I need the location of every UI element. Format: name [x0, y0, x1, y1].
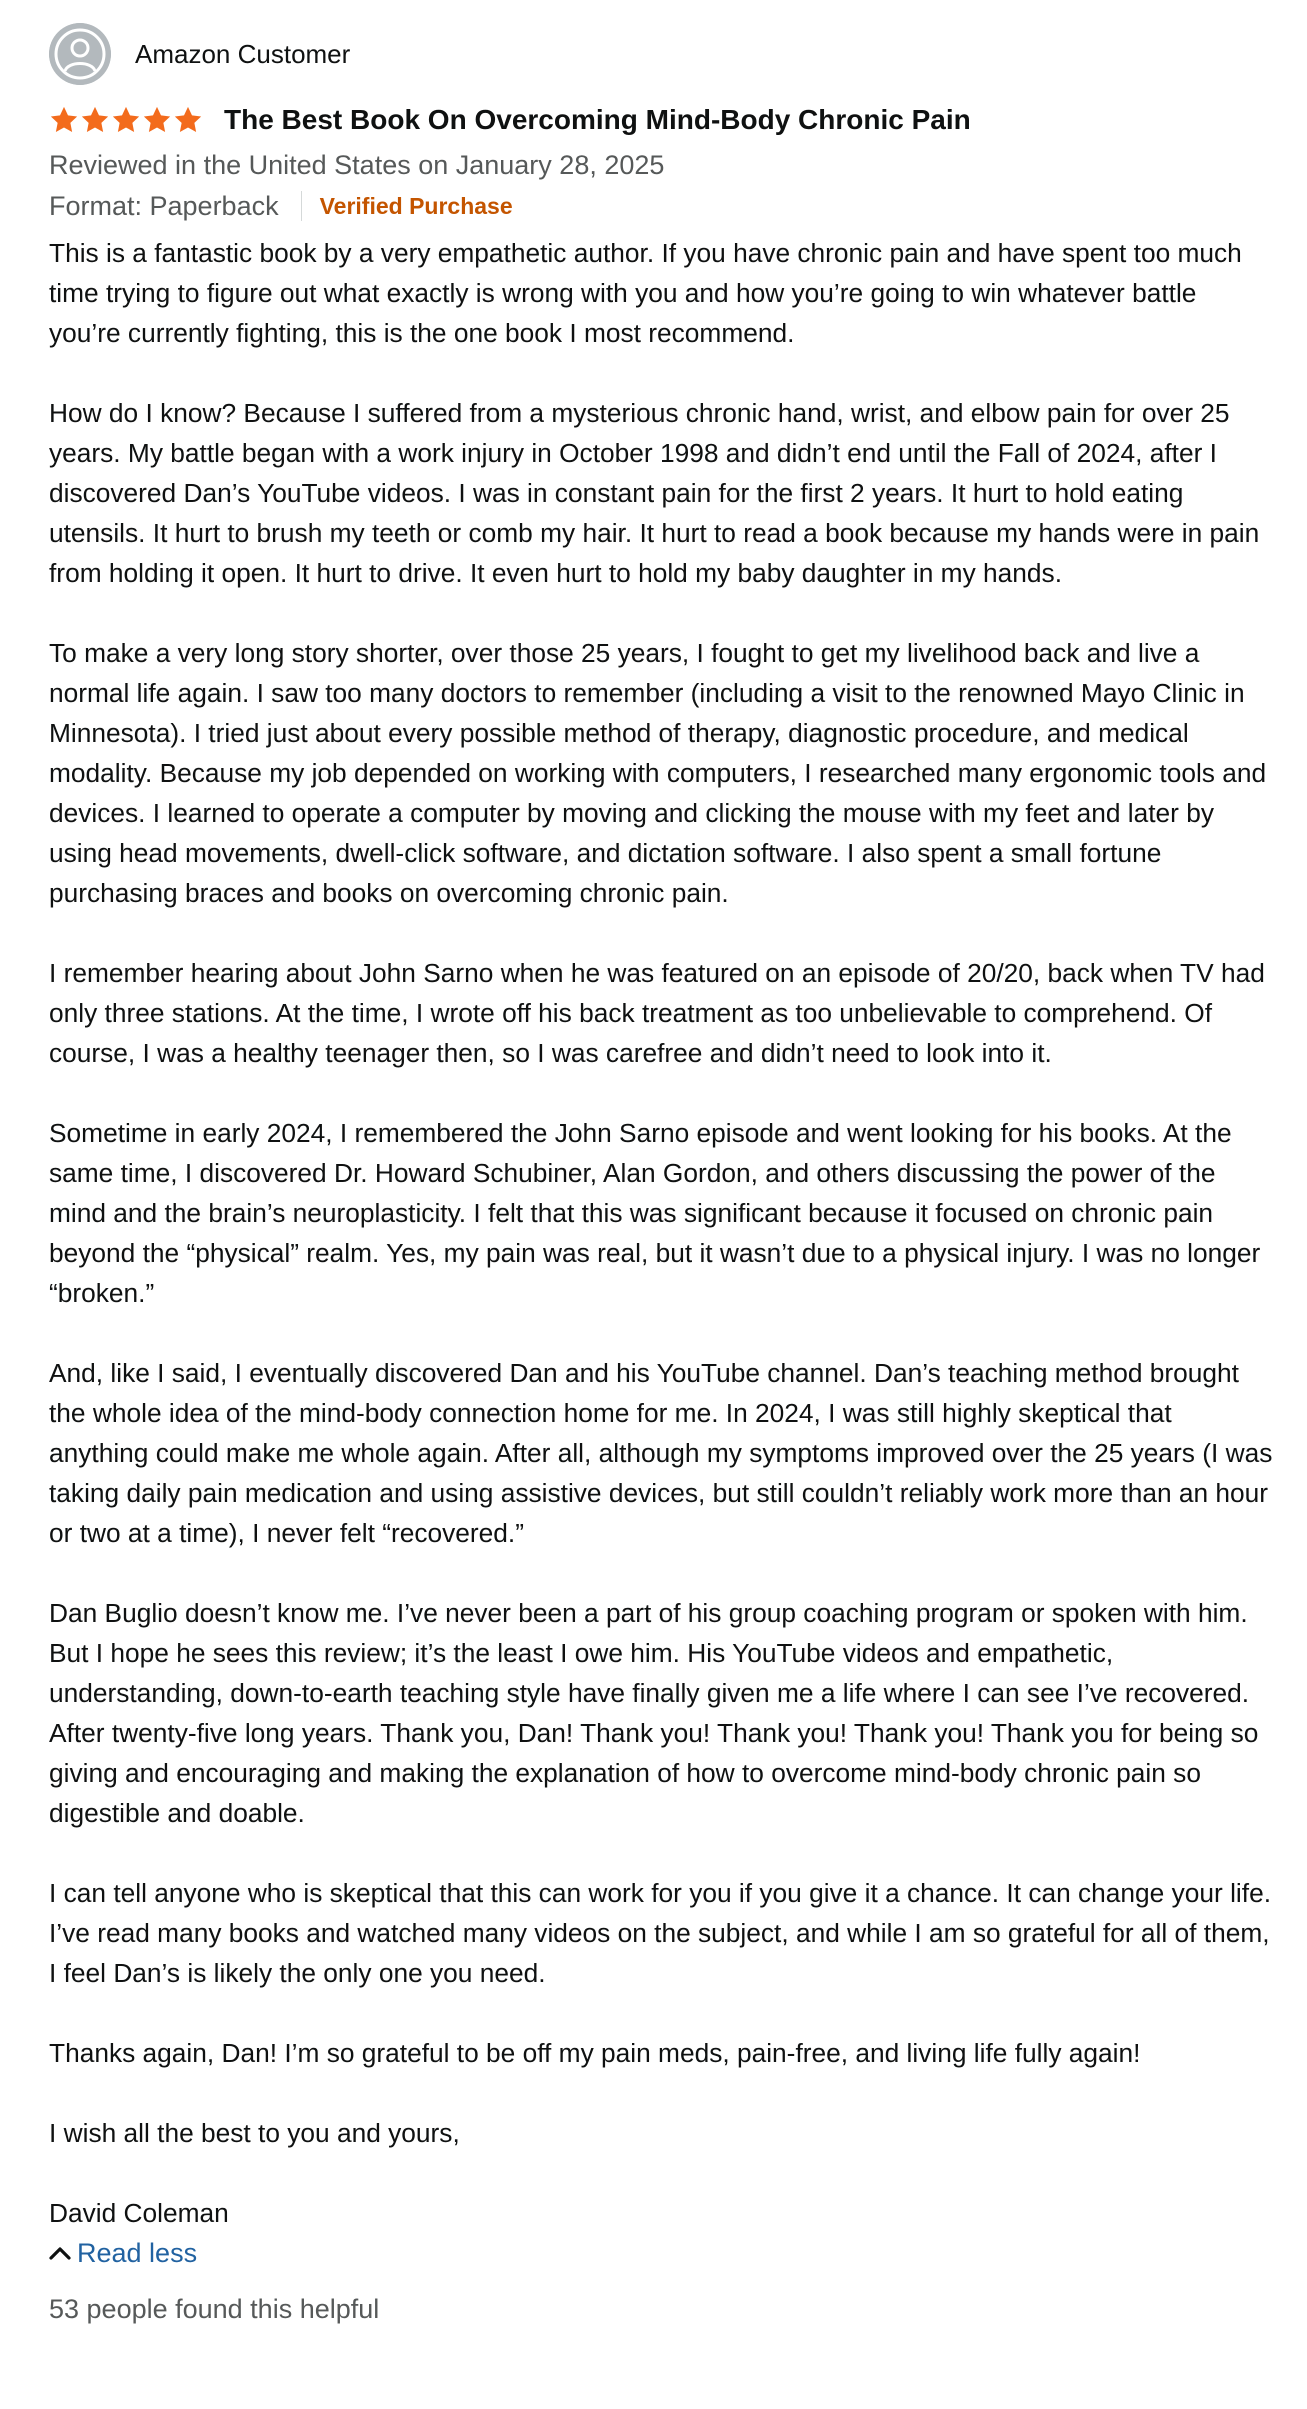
review-title[interactable]: The Best Book On Overcoming Mind-Body Chronic Pain	[224, 104, 971, 135]
filled-star-icon	[142, 105, 172, 135]
review-paragraph: And, like I said, I eventually discovered Dan and his YouTube channel. Dan’s teaching method brought the whole idea of the mind-body connection home for me. In 2024, I was still highly skeptical that anything could make me whole again. After all, although my symptoms improved over the 25 years (I was taking daily pain medication and using assistive devices, but still couldn’t reliably work more than an hour or two at a time), I never felt “recovered.”	[49, 1358, 1273, 1548]
filled-star-icon	[49, 105, 79, 135]
review-paragraph: To make a very long story shorter, over those 25 years, I fought to get my livelihood back and live a normal life again. I saw too many doctors to remember (including a visit to the renowned Mayo Clinic in Minnesota). I tried just about every possible method of therapy, diagnostic procedure, and medical modality. Because my job depended on working with computers, I researched many ergonomic tools and devices. I learned to operate a computer by moving and clicking the mouse with my feet and later by using head movements, dwell-click software, and dictation software. I also spent a small fortune purchasing braces and books on overcoming chronic pain.	[49, 638, 1267, 908]
chevron-up-icon	[49, 2245, 71, 2261]
filled-star-icon	[111, 105, 141, 135]
format-label[interactable]: Format: Paperback	[49, 191, 279, 221]
reviewer-profile[interactable]	[49, 22, 1259, 86]
review-format-row	[49, 187, 1259, 225]
verified-purchase-badge: Verified Purchase	[319, 193, 513, 219]
default-user-avatar-icon	[49, 23, 111, 85]
review-title-row	[49, 100, 1259, 140]
review-paragraph: I remember hearing about John Sarno when he was featured on an episode of 20/20, back when TV had only three stations. At the time, I wrote off his back treatment as too unbelievable to comprehend. Of course, I was a healthy teenager then, so I was carefree and didn’t need to look into it.	[49, 958, 1265, 1068]
helpful-count: 53 people found this helpful	[49, 2294, 380, 2324]
review-signature: David Coleman	[49, 2198, 229, 2228]
review-paragraph: How do I know? Because I suffered from a mysterious chronic hand, wrist, and elbow pain for over 25 years. My battle began with a work injury in October 1998 and didn’t end until the Fall of 2024, after I discovered Dan’s YouTube videos. I was in constant pain for the first 2 years. It hurt to hold eating utensils. It hurt to brush my teeth or comb my hair. It hurt to read a book because my hands were in pain from holding it open. It hurt to drive. It even hurt to hold my baby daughter in my hands.	[49, 398, 1260, 588]
filled-star-icon	[80, 105, 110, 135]
review-body	[49, 233, 1274, 2233]
review-paragraph: I wish all the best to you and yours,	[49, 2118, 460, 2148]
review-paragraph: Sometime in early 2024, I remembered the John Sarno episode and went looking for his books. At the same time, I discovered Dr. Howard Schubiner, Alan Gordon, and others discussing the power of the mind and the brain’s neuroplasticity. I felt that this was significant because it focused on chronic pain beyond the “physical” realm. Yes, my pain was real, but it wasn’t due to a physical injury. I was no longer “broken.”	[49, 1118, 1261, 1308]
read-less-link[interactable]	[49, 2233, 1259, 2273]
format-divider	[301, 191, 302, 221]
filled-star-icon	[173, 105, 203, 135]
reviewer-name[interactable]: Amazon Customer	[135, 38, 351, 69]
review-paragraph: This is a fantastic book by a very empathetic author. If you have chronic pain and have spent too much time trying to figure out what exactly is wrong with you and how you’re going to win whatever battle you’re currently fighting, this is the one book I most recommend.	[49, 238, 1242, 348]
review-date: Reviewed in the United States on January 28, 2025	[49, 150, 665, 180]
star-rating[interactable]	[49, 105, 204, 135]
read-less-label[interactable]: Read less	[77, 2237, 198, 2268]
review-paragraph: Thanks again, Dan! I’m so grateful to be off my pain meds, pain-free, and living life fully again!	[49, 2038, 1141, 2068]
review-paragraph: Dan Buglio doesn’t know me. I’ve never been a part of his group coaching program or spoken with him. But I hope he sees this review; it’s the least I owe him. His YouTube videos and empathetic, understanding, down-to-earth teaching style have finally given me a life where I can see I’ve recovered. After twenty-five long years. Thank you, Dan! Thank you! Thank you! Thank you! Thank you for being so giving and encouraging and making the explanation of how to overcome mind-body chronic pain so digestible and doable.	[49, 1598, 1259, 1828]
review-paragraph: I can tell anyone who is skeptical that this can work for you if you give it a chance. It can change your life. I’ve read many books and watched many videos on the subject, and while I am so grateful for all of them, I feel Dan’s is likely the only one you need.	[49, 1878, 1271, 1988]
